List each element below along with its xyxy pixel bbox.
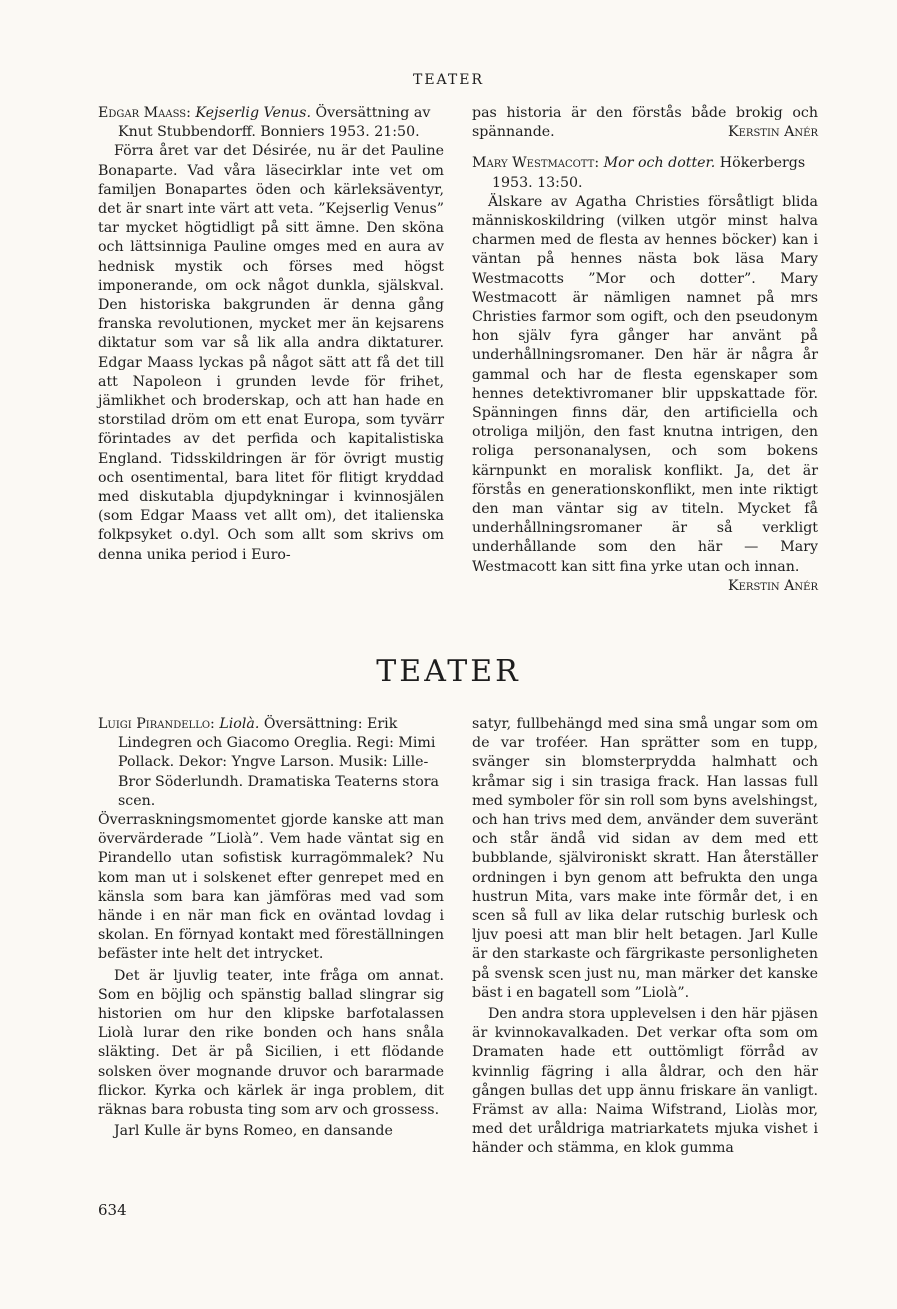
review-continuation (472, 104, 818, 142)
section-title: TEATER (376, 654, 521, 689)
review-paragraph: Det är ljuvlig teater, inte fråga om annat. Som en böjlig och spänstig ballad slingrar sig historien om hur den klipske barfotalassen Liolà lurar den rike bonden och hans snåla släkting. Det är på Sicilien, i ett flödande solsken över mognande druvor och bararmade flickor. Kyrka och kärlek är inga problem, dit räknas bara robusta ting som arv och grossess. (98, 967, 444, 1119)
book-title: Kejserlig Venus. (195, 105, 311, 121)
author-name: Luigi Pirandello (98, 716, 211, 732)
author-name: Edgar Maass (98, 105, 187, 121)
play-title: Liolà. (219, 716, 260, 732)
book-info: Översättning av Knut Stubbendorff. Bonniers 1953. 21:50. (118, 105, 431, 141)
review-body: Älskare av Agatha Christies försåtligt blida människoskildring (vilken utgör minst halva charmen med de flesta av hennes böcker) kan i väntan på hennes nästa bok läsa Mary Westmacotts ”Mor och dotter”. Mary Westmacott är nämligen namnet på mrs Christies farmor som ogift, och den pseudonym hon själv fyra gånger har använt på underhållningsromaner. Den här är några år gammal och har de flesta egenskaper som hennes detektivromaner blir uppskattade för. Spänningen finns där, den artificiella och otroliga miljön, den fast knutna intrigen, den roliga personanalysen, och som bokens kärnpunkt en moralisk konflikt. Ja, det är förstås en generationskonflikt, men inte riktigt den man väntar sig av titeln. Mycket få underhållningsromaner är så verkligt underhållande som den här — Mary Westmacott kan sitt fina yrke utan och innan. (472, 193, 818, 575)
review-heading-pirandello: Luigi Pirandello: Liolà. Översättning: Erik Lindegren och Giacomo Oreglia. Regi: Mimi Pollack. Dekor: Yngve Larson. Musik: Lille-Bror Söderlundh. Dramatiska Teaterns stora scen. (98, 716, 440, 809)
review-paragraph: Den andra stora upplevelsen i den här pjäsen är kvinnokavalkaden. Det verkar ofta som om Dramaten hade ett outtömligt förråd av kvinnlig fägring i alla åldrar, och den här gången bullas det upp ännu friskare än vanligt. Främst av alla: Naima Wifstrand, Liolàs mor, med det uråldriga matriarkatets mjuka vishet i händer och stämma, en klok gumma (472, 1006, 818, 1157)
review-heading-maass: Edgar Maass: Kejserlig Venus. Översättning av Knut Stubbendorff. Bonniers 1953. 21:50. (98, 105, 431, 141)
signature: Kerstin Anér (728, 577, 818, 594)
play-info: Översättning: Erik Lindegren och Giacomo Oreglia. Regi: Mimi Pollack. Dekor: Yngve Larson. Musik: Lille-Bror Söderlundh. Dramatiska Teaterns stora scen. (118, 716, 440, 809)
book-info: Hökerbergs 1953. 13:50. (492, 155, 806, 191)
review-heading-westmacott: Mary Westmacott: Mor och dotter. Hökerbergs 1953. 13:50. (472, 155, 806, 191)
left-column-top (98, 104, 444, 565)
left-column-bottom (98, 715, 444, 1141)
running-head: TEATER (412, 72, 484, 88)
review-body: Förra året var det Désirée, nu är det Pauline Bonaparte. Vad våra läsecirklar inte vet om familjen Bonapartes öden och kärleksäventyr, det är snart inte värt att veta. ”Kejserlig Venus” tar mycket högtidligt på sitt ämne. Den sköna och lättsinniga Pauline omges med en aura av hednisk mystik och förses med högst imponerande, om ock något dunkla, själskval. Den historiska bakgrunden är denna gång franska revolutionen, mycket mer än kejsarens diktatur som var så lik alla andra diktaturer. Edgar Maass lyckas på något sätt att få det till att Napoleon i grunden levde för frihet, jämlikhet och broderskap, och att han hade en storstilad dröm om ett enat Europa, som tyvärr förintades av det perfida och kapitalistiska England. Tidsskildringen är för övrigt mustig och osentimental, bara litet för flitigt kryddad med diskutabla djupdykningar i kvinnosjälen (som Edgar Maass vet allt om), det italienska folkpsyket o.dyl. Och som allt som skrivs om denna unika period i Euro- (98, 143, 444, 563)
review-paragraph: Jarl Kulle är byns Romeo, en dansande (114, 1123, 393, 1140)
book-title: Mor och dotter. (603, 155, 716, 172)
author-name: Mary Westmacott (472, 155, 595, 172)
right-column-top (472, 104, 818, 596)
continuation-text: pas historia är den förstås både brokig och spännande. (472, 105, 818, 141)
page-number: 634 (98, 1201, 127, 1219)
review-paragraph: Överraskningsmomentet gjorde kanske att man övervärderade ”Liolà”. Vem hade väntat sig en Pirandello utan sofistisk kurragömmalek? Nu kom man ut i solskenet efter genrepet med en känsla som bara kan jämföras med vad som hände i en när man fick en oväntad lovdag i skolan. En förnyad kontakt med föreställningen befäster inte helt det intrycket. (98, 812, 444, 963)
review-paragraph: satyr, fullbehängd med sina små ungar som om de var troféer. Han sprätter som en tupp, svänger sin blomsterprydda halmhatt och kråmar sig i sin trasiga frack. Han lassas full med symboler för sin roll som byns avelshingst, och han trivs med dem, använder dem suveränt och står ändå vid sidan av dem med ett bubblande, självironiskt skratt. Han återställer ordningen i byn genom att befrukta den unga hustrun Mita, vars make inte förmår det, i en scen så full av lika delar rutschig burlesk och ljuv poesi att man blir helt betagen. Jarl Kulle är den starkaste och färgrikaste personligheten på svensk scen just nu, man märker det kanske bäst i en bagatell som ”Liolà”. (472, 716, 818, 1001)
signature: Kerstin Anér (728, 124, 818, 141)
right-column-bottom (472, 715, 818, 1159)
